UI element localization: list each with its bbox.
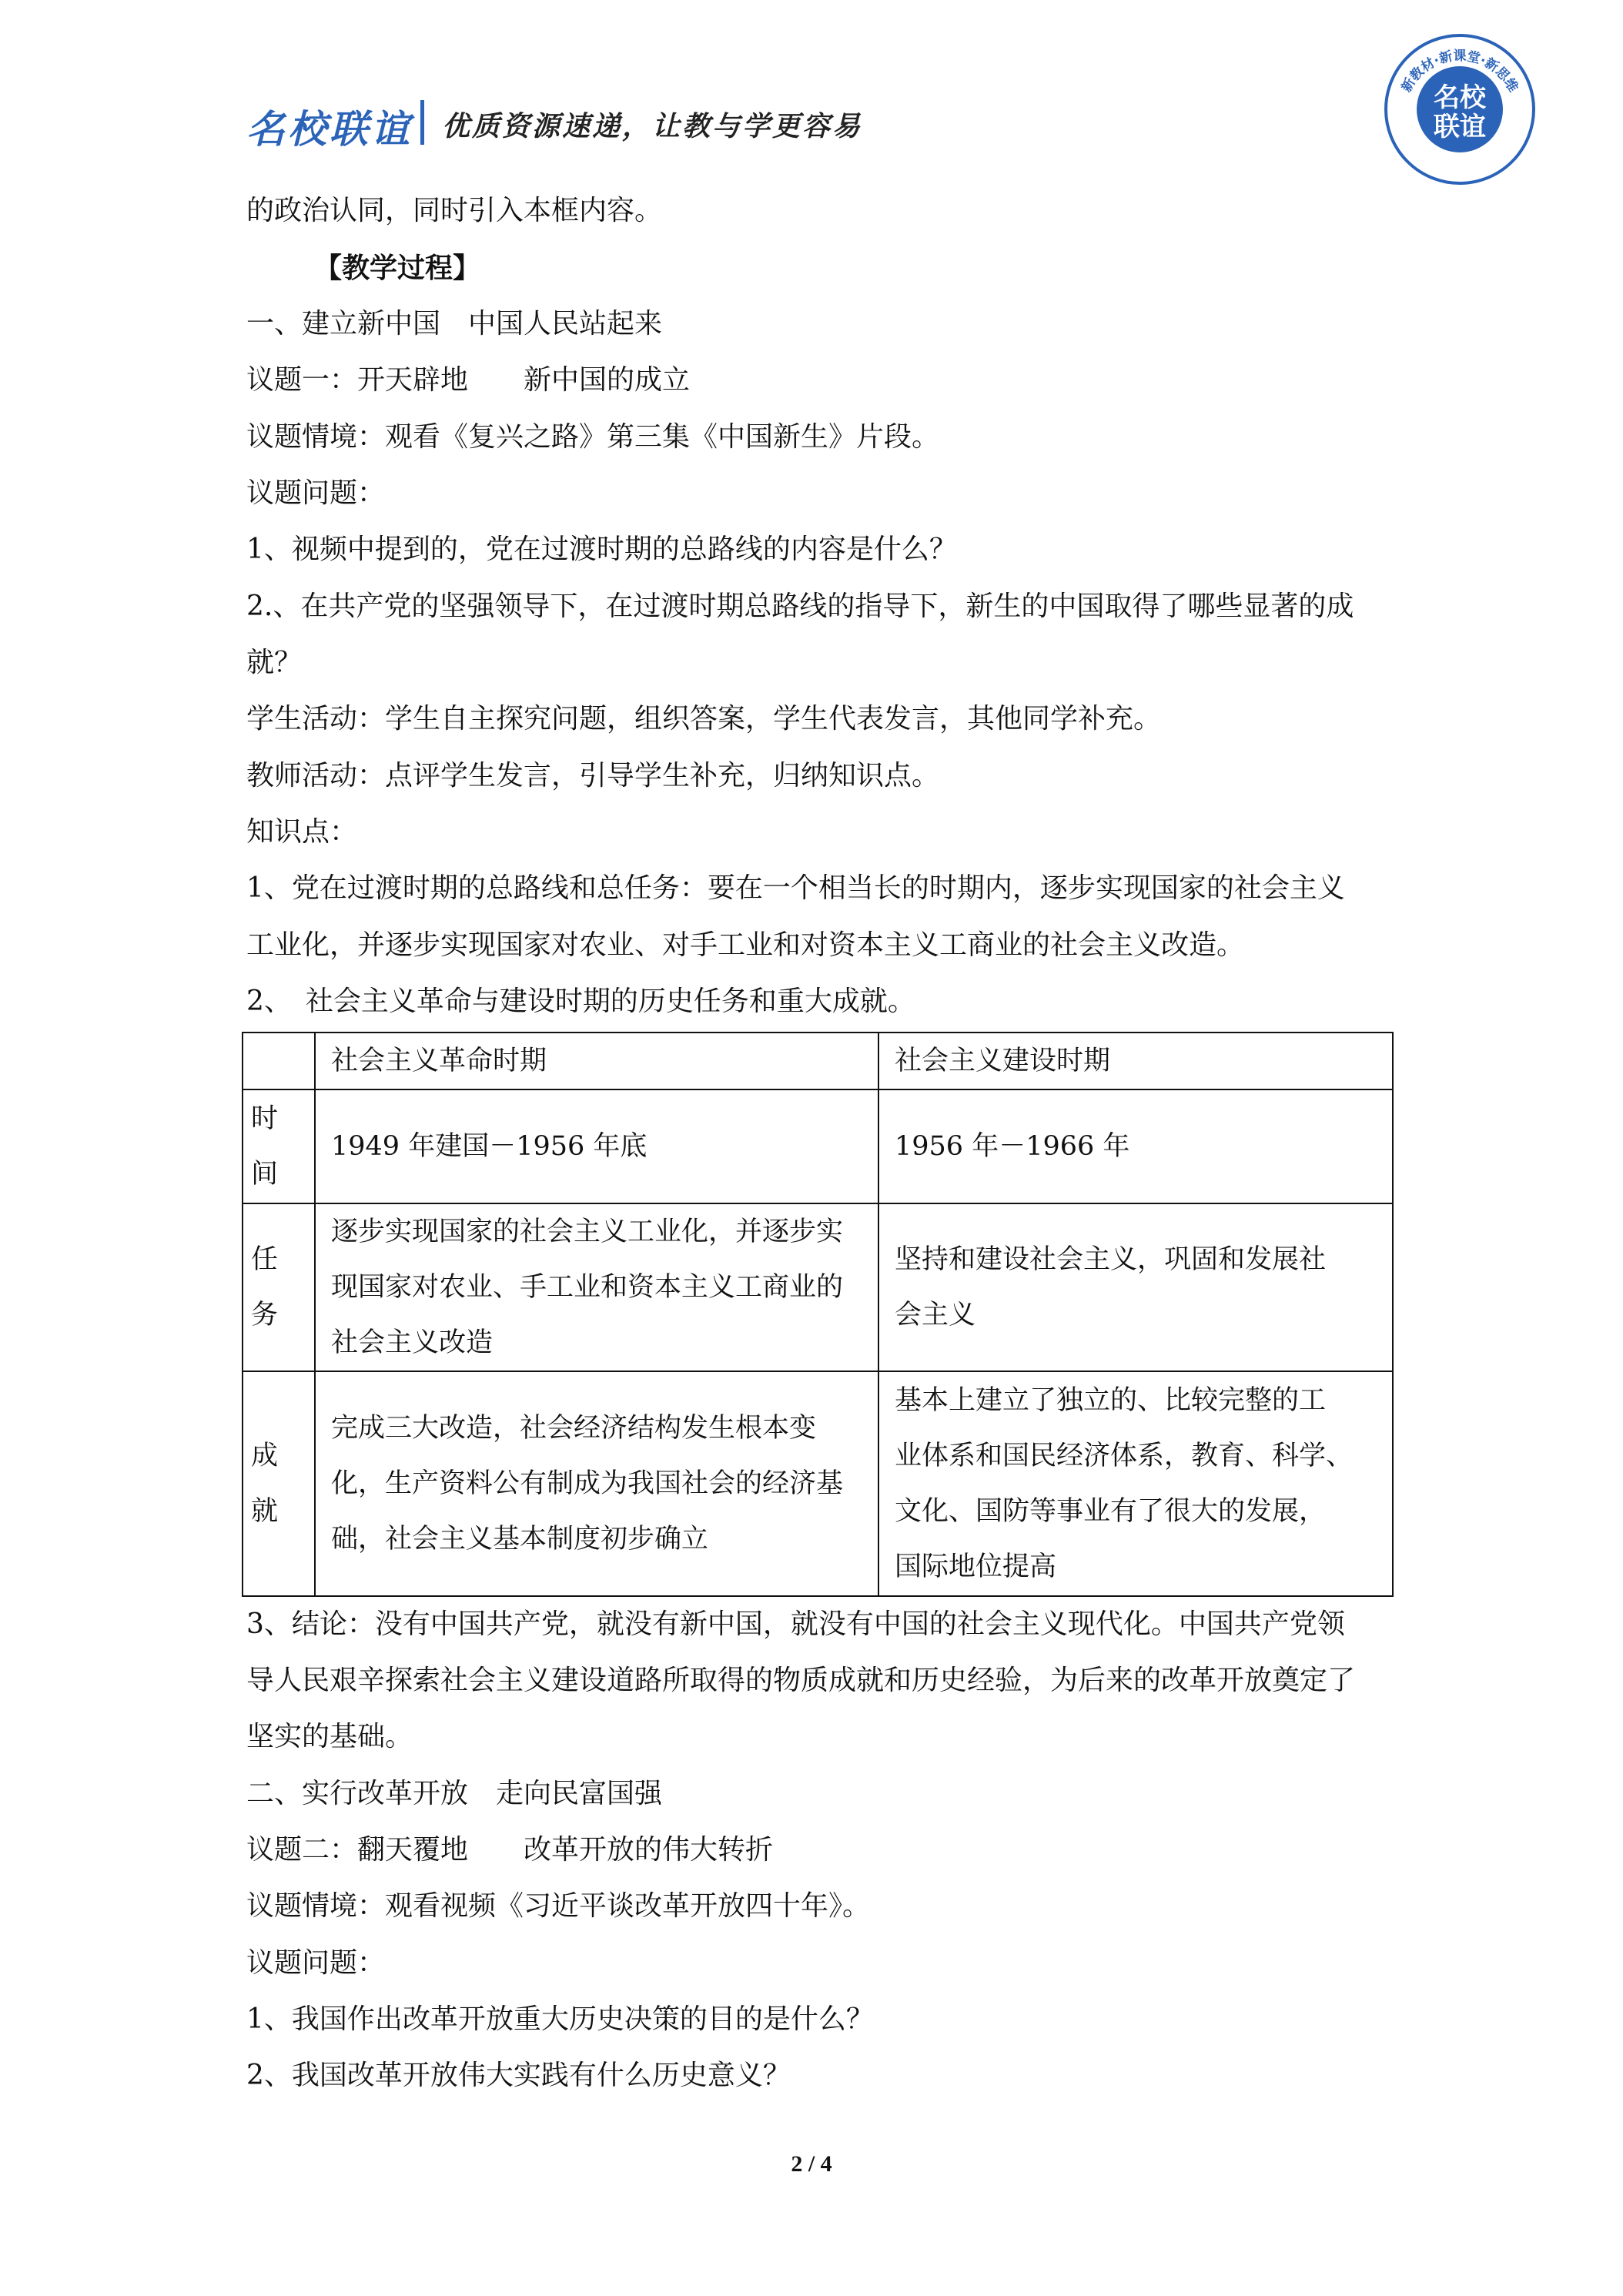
svg-text:名校: 名校 bbox=[1434, 82, 1486, 113]
knowledge-1b: 工业化，并逐步实现国家对农业、对手工业和对资本主义工商业的社会主义改造。 bbox=[246, 929, 1245, 961]
topic1-title: 议题一：开天辟地 新中国的成立 bbox=[246, 364, 691, 396]
row-label: 成 就 bbox=[243, 1371, 315, 1596]
intro-tail: 的政治认同，同时引入本框内容。 bbox=[246, 195, 663, 226]
knowledge-3b: 导人民艰辛探索社会主义建设道路所取得的物质成就和历史经验，为后来的改革开放奠定了 bbox=[246, 1665, 1356, 1696]
table-row bbox=[243, 1203, 1393, 1371]
brand-seal bbox=[1383, 32, 1537, 186]
topic2-title: 议题二：翻天覆地 改革开放的伟大转折 bbox=[246, 1834, 774, 1866]
table-cell: 1956 年－1966 年 bbox=[878, 1089, 1393, 1203]
table-cell: 逐步实现国家的社会主义工业化，并逐步实 现国家对农业、手工业和资本主义工商业的 社会主义改造 bbox=[315, 1203, 878, 1371]
section2-title: 二、实行改革开放 走向民富国强 bbox=[246, 1778, 663, 1809]
svg-text:联谊: 联谊 bbox=[1434, 112, 1486, 142]
brand-logo: 名校联谊 bbox=[246, 107, 413, 152]
table-header-cell bbox=[243, 1033, 315, 1089]
row-label: 时 间 bbox=[243, 1089, 315, 1203]
knowledge-label: 知识点： bbox=[246, 816, 358, 848]
topic1-question-1: 1、视频中提到的，党在过渡时期的总路线的内容是什么？ bbox=[246, 534, 957, 565]
page-number: 2 / 4 bbox=[791, 2151, 832, 2177]
topic1-question-2a: 2.、在共产党的坚强领导下，在过渡时期总路线的指导下，新生的中国取得了哪些显著的成 bbox=[246, 591, 1354, 622]
table-header-cell: 社会主义建设时期 bbox=[878, 1033, 1393, 1089]
knowledge-1a: 1、党在过渡时期的总路线和总任务：要在一个相当长的时期内，逐步实现国家的社会主义 bbox=[246, 872, 1345, 904]
row-label: 任 务 bbox=[243, 1203, 315, 1371]
topic1-situation: 议题情境：观看《复兴之路》第三集《中国新生》片段。 bbox=[246, 421, 940, 453]
table-cell: 坚持和建设社会主义，巩固和发展社 会主义 bbox=[878, 1203, 1393, 1371]
table-cell: 1949 年建国－1956 年底 bbox=[315, 1089, 878, 1203]
process-heading: 【教学过程】 bbox=[314, 252, 481, 284]
topic1-question-2b: 就？ bbox=[246, 647, 303, 678]
table-row bbox=[243, 1089, 1393, 1203]
brand-slogan: 优质资源速递，让教与学更容易 bbox=[442, 111, 863, 142]
topic1-questions-label: 议题问题： bbox=[246, 477, 386, 509]
knowledge-2: 2、 社会主义革命与建设时期的历史任务和重大成就。 bbox=[246, 986, 915, 1017]
topic2-question-2: 2、我国改革开放伟大实践有什么历史意义？ bbox=[246, 2060, 791, 2091]
table-cell: 基本上建立了独立的、比较完整的工 业体系和国民经济体系，教育、科学、 文化、国防等事业有了很大的发展， 国际地位提高 bbox=[878, 1371, 1393, 1596]
section1-title: 一、建立新中国 中国人民站起来 bbox=[246, 308, 663, 340]
teacher-activity: 教师活动：点评学生发言，引导学生补充，归纳知识点。 bbox=[246, 760, 940, 792]
history-periods-table bbox=[242, 1032, 1394, 1597]
topic2-situation: 议题情境：观看视频《习近平谈改革开放四十年》。 bbox=[246, 1890, 871, 1922]
header-divider bbox=[420, 100, 424, 145]
knowledge-3a: 3、结论：没有中国共产党，就没有新中国，就没有中国的社会主义现代化。中国共产党领 bbox=[246, 1608, 1345, 1640]
table-header-row bbox=[243, 1033, 1393, 1089]
topic2-questions-label: 议题问题： bbox=[246, 1947, 386, 1979]
table-row bbox=[243, 1371, 1393, 1596]
student-activity: 学生活动：学生自主探究问题，组织答案，学生代表发言，其他同学补充。 bbox=[246, 703, 1162, 735]
svg-text:新教材·新课堂·新思维: 新教材·新课堂·新思维 bbox=[1398, 49, 1521, 95]
knowledge-3c: 坚实的基础。 bbox=[246, 1721, 413, 1752]
topic2-question-1: 1、我国作出改革开放重大历史决策的目的是什么？ bbox=[246, 2003, 874, 2035]
table-header-cell: 社会主义革命时期 bbox=[315, 1033, 878, 1089]
table-cell: 完成三大改造，社会经济结构发生根本变 化，生产资料公有制成为我国社会的经济基 础，社会主义基本制度初步确立 bbox=[315, 1371, 878, 1596]
